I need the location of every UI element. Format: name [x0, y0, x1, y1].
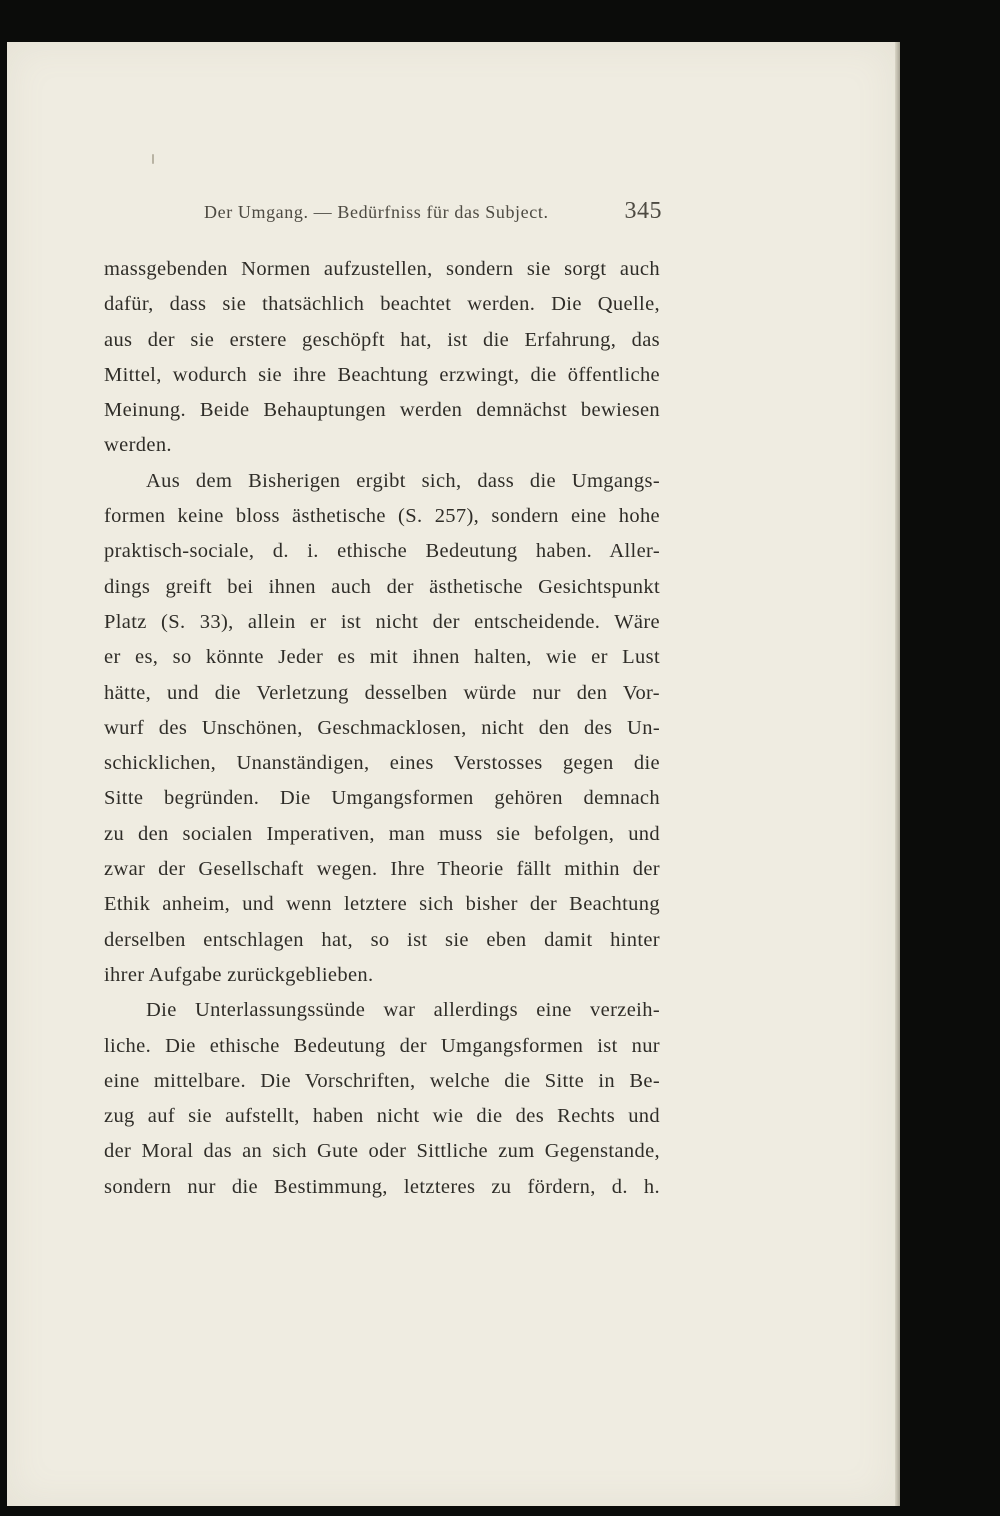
text-line: liche. Die ethische Bedeutung der Umgangsformen ist nur — [104, 1034, 660, 1057]
text-line: Sitte begründen. Die Umgangsformen gehören demnach — [104, 787, 660, 810]
text-line: aus der sie erstere geschöpft hat, ist die Erfahrung, das — [104, 328, 660, 351]
paragraph-3 — [104, 993, 660, 1205]
paragraph-2 — [104, 464, 660, 993]
text-line: derselben entschlagen hat, so ist sie eben damit hinter — [104, 928, 660, 951]
text-line: sondern nur die Bestimmung, letzteres zu fördern, d. h. — [104, 1175, 660, 1198]
text-line: hätte, und die Verletzung desselben würde nur den Vor- — [104, 681, 660, 704]
running-head — [96, 196, 662, 236]
text-line: Meinung. Beide Behauptungen werden demnächst bewiesen — [104, 399, 660, 422]
body-text — [104, 252, 660, 1205]
text-line: Platz (S. 33), allein er ist nicht der entscheidende. Wäre — [104, 610, 660, 633]
text-line: Die Unterlassungssünde war allerdings eine verzeih- — [146, 999, 660, 1022]
page-number: 345 — [624, 198, 662, 224]
text-line: er es, so könnte Jeder es mit ihnen halten, wie er Lust — [104, 646, 660, 669]
text-line: wurf des Unschönen, Geschmacklosen, nicht den des Un- — [104, 716, 660, 739]
text-line: schicklichen, Unanständigen, eines Verstosses gegen die — [104, 752, 660, 775]
page-edge — [895, 42, 900, 1506]
text-line: formen keine bloss ästhetische (S. 257), sondern eine hohe — [104, 505, 660, 528]
text-line: Ethik anheim, und wenn letztere sich bisher der Beachtung — [104, 893, 660, 916]
text-line: massgebenden Normen aufzustellen, sondern sie sorgt auch — [104, 258, 660, 280]
running-title: Der Umgang. — Bedürfniss für das Subject. — [204, 202, 549, 222]
paper-mark — [152, 154, 154, 164]
text-line: Aus dem Bisherigen ergibt sich, dass die Umgangs- — [146, 469, 660, 492]
paragraph-1 — [104, 252, 660, 464]
text-line: eine mittelbare. Die Vorschriften, welche die Sitte in Be- — [104, 1069, 660, 1092]
text-line: zug auf sie aufstellt, haben nicht wie die des Rechts und — [104, 1105, 660, 1128]
text-line: ihrer Aufgabe zurückgeblieben. — [104, 963, 374, 986]
text-line: Mittel, wodurch sie ihre Beachtung erzwingt, die öffentliche — [104, 363, 660, 386]
text-line: dings greift bei ihnen auch der ästhetische Gesichtspunkt — [104, 575, 660, 598]
text-line: praktisch-sociale, d. i. ethische Bedeutung haben. Aller- — [104, 540, 660, 563]
text-line: dafür, dass sie thatsächlich beachtet werden. Die Quelle, — [104, 293, 660, 316]
text-line: zwar der Gesellschaft wegen. Ihre Theorie fällt mithin der — [104, 858, 660, 881]
text-line: zu den socialen Imperativen, man muss sie befolgen, und — [104, 822, 660, 845]
text-line: werden. — [104, 434, 172, 457]
text-line: der Moral das an sich Gute oder Sittliche zum Gegenstande, — [104, 1140, 660, 1163]
